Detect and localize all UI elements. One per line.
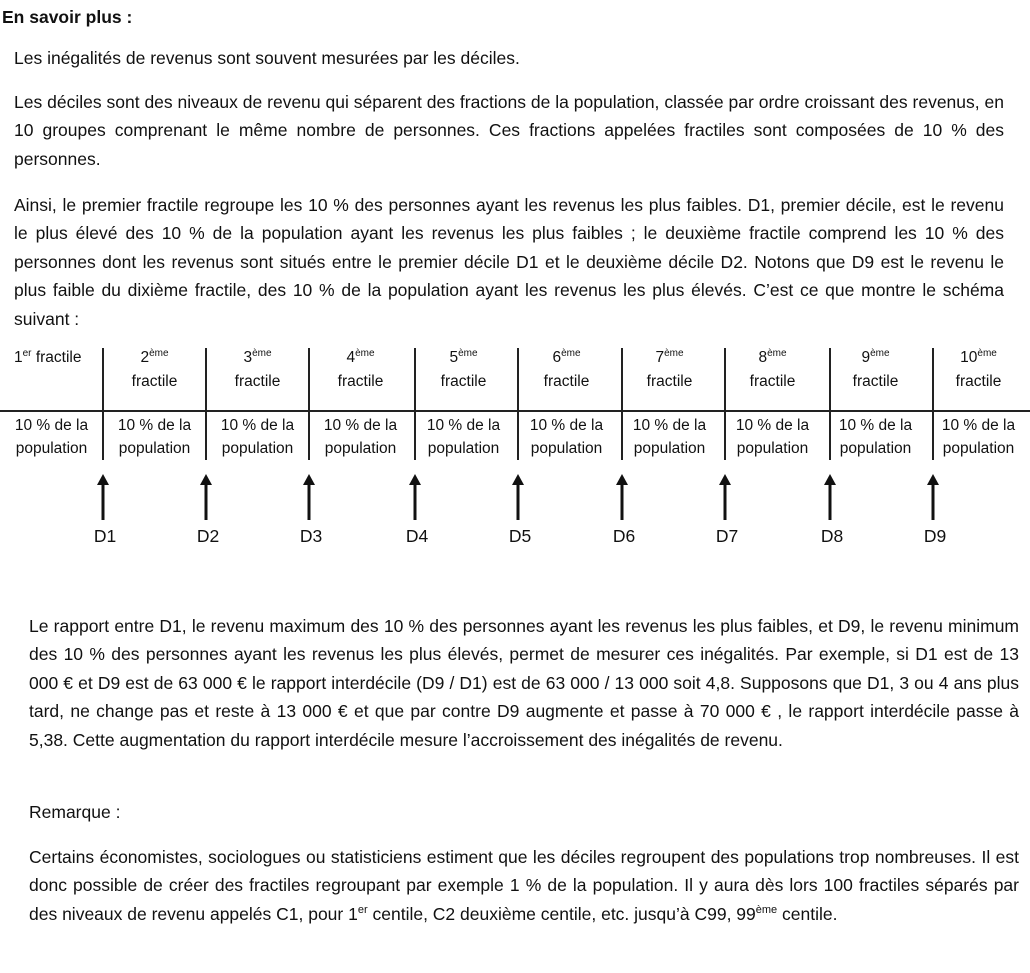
fractile-number: 10: [960, 349, 978, 366]
fractile-share-3: [206, 414, 309, 460]
decile-boundary-line: [724, 348, 726, 460]
decile-boundary-line: [414, 348, 416, 460]
fractile-header-7: [618, 346, 721, 394]
fractile-share-line2: population: [15, 440, 88, 457]
fractile-word: fractile: [440, 373, 487, 390]
fractile-word: fractile: [543, 373, 590, 390]
fractile-number: 7: [655, 349, 665, 366]
arrow-up-icon: [302, 474, 316, 520]
arrow-up-icon: [408, 474, 422, 520]
paragraph-remark-label: Remarque :: [29, 802, 121, 822]
fractile-ordinal-suffix: ème: [977, 348, 997, 359]
fractile-number: 2: [140, 349, 150, 366]
paragraph-definition: Les déciles sont des niveaux de revenu qui séparent des fractions de la population, classée par ordre croissant des revenus, en 10 groupes comprenant le même nombre de personnes. Ces fractions appelées fractiles sont composées de 10 % des personnes.: [14, 92, 1004, 169]
fractile-share-2: [103, 414, 206, 460]
centiles-sup-eme: ème: [755, 903, 778, 916]
decile-label-d7: D7: [715, 526, 739, 546]
fractile-share-line1: 10 % de la: [220, 417, 295, 434]
decile-label-d6: D6: [612, 526, 636, 546]
decile-label-d8: D8: [820, 526, 844, 546]
fractile-number: 3: [243, 349, 253, 366]
decile-boundary-line: [829, 348, 831, 460]
fractile-header-4: [309, 346, 412, 394]
fractile-header-9: [824, 346, 927, 394]
decile-boundary-line: [308, 348, 310, 460]
fractile-share-line2: population: [839, 440, 912, 457]
fractile-number: 6: [552, 349, 562, 366]
fractile-share-line2: population: [942, 440, 1015, 457]
fractile-ordinal-suffix: er: [22, 348, 32, 359]
fractile-share-line1: 10 % de la: [14, 417, 89, 434]
fractile-ordinal-suffix: ème: [767, 348, 787, 359]
diagram-separator-line: [0, 410, 1030, 412]
section-heading: En savoir plus :: [2, 7, 133, 27]
fractile-ordinal-suffix: ème: [664, 348, 684, 359]
fractile-share-10: [927, 414, 1030, 460]
paragraph-explanation: Ainsi, le premier fractile regroupe les 10 % des personnes ayant les revenus les plus faibles. D1, premier décile, est le revenu le plus élevé des 10 % de la population ayant les revenus les plus faibles ; le deuxième fractile comprend les 10 % des personnes dont les revenus sont situés entre le premier décile D1 et le deuxième décile D2. Notons que D9 est le revenu le plus faible du dixième fractile, des 10 % de la population ayant les revenus les plus élevés. C’est ce que montre le schéma suivant :: [14, 195, 1004, 329]
fractile-word: fractile: [955, 373, 1002, 390]
fractile-share-6: [515, 414, 618, 460]
fractile-number: 9: [861, 349, 871, 366]
decile-boundary-line: [621, 348, 623, 460]
fractile-share-7: [618, 414, 721, 460]
fractile-number: 5: [449, 349, 459, 366]
fractile-share-1: [0, 414, 103, 460]
fractile-number: 1: [14, 349, 23, 366]
fractile-share-line2: population: [427, 440, 500, 457]
fractile-word: fractile: [337, 373, 384, 390]
fractile-ordinal-suffix: ème: [252, 348, 272, 359]
fractile-header-8: [721, 346, 824, 394]
decile-label-d1: D1: [93, 526, 117, 546]
fractile-share-line1: 10 % de la: [426, 417, 501, 434]
fractile-share-5: [412, 414, 515, 460]
decile-label-d2: D2: [196, 526, 220, 546]
decile-boundary-line: [102, 348, 104, 460]
fractile-share-8: [721, 414, 824, 460]
fractile-share-line2: population: [118, 440, 191, 457]
fractile-ordinal-suffix: ème: [870, 348, 890, 359]
fractile-header-5: [412, 346, 515, 394]
decile-label-d5: D5: [508, 526, 532, 546]
arrow-up-icon: [823, 474, 837, 520]
fractile-share-line2: population: [221, 440, 294, 457]
fractile-header-2: [103, 346, 206, 394]
fractile-word: fractile: [852, 373, 899, 390]
arrow-up-icon: [511, 474, 525, 520]
fractile-header-1: [0, 346, 103, 370]
paragraph-intro: Les inégalités de revenus sont souvent mesurées par les déciles.: [14, 48, 520, 68]
fractile-share-line1: 10 % de la: [529, 417, 604, 434]
fractile-number: 4: [346, 349, 356, 366]
fractile-header-10: [927, 346, 1030, 394]
fractile-word: fractile: [131, 373, 178, 390]
fractile-ordinal-suffix: ème: [355, 348, 375, 359]
decile-label-d4: D4: [405, 526, 429, 546]
paragraph-interdecile-ratio: Le rapport entre D1, le revenu maximum des 10 % des personnes ayant les revenus les plus faibles, et D9, le revenu minimum des 10 % des personnes ayant les revenus les plus élevés, permet de mesurer ces inégalités. Par exemple, si D1 est de 13 000 € et D9 est de 63 000 € le rapport interdécile (D9 / D1) est de 63 000 / 13 000 soit 4,8. Supposons que D1, 3 ou 4 ans plus tard, ne change pas et reste à 13 000 € et que par contre D9 augmente et passe à 70 000 € , le rapport interdécile passe à 5,38. Cette augmentation du rapport interdécile mesure l’accroissement des inégalités de revenu.: [29, 616, 1019, 750]
fractile-share-line2: population: [530, 440, 603, 457]
decile-label-d9: D9: [923, 526, 947, 546]
arrow-up-icon: [96, 474, 110, 520]
fractile-header-6: [515, 346, 618, 394]
fractile-share-4: [309, 414, 412, 460]
fractile-word: fractile: [35, 349, 82, 366]
decile-boundary-line: [517, 348, 519, 460]
fractile-ordinal-suffix: ème: [458, 348, 478, 359]
centiles-text-a: Certains économistes, sociologues ou statisticiens estiment que les déciles regroupent des populations trop nombreuses. Il est donc possible de créer des fractiles regroupant par exemple 1 % de la population. Il y aura dès lors 100 fractiles séparés par des niveaux de revenu appelés C1, pour 1: [29, 847, 1019, 924]
fractile-share-line1: 10 % de la: [632, 417, 707, 434]
decile-boundary-line: [205, 348, 207, 460]
fractile-ordinal-suffix: ème: [149, 348, 169, 359]
fractile-share-line1: 10 % de la: [323, 417, 398, 434]
centiles-text-c: centile.: [777, 903, 838, 924]
arrow-up-icon: [718, 474, 732, 520]
fractile-word: fractile: [234, 373, 281, 390]
fractile-share-line1: 10 % de la: [838, 417, 913, 434]
fractile-share-line1: 10 % de la: [941, 417, 1016, 434]
centiles-text-b: centile, C2 deuxième centile, etc. jusqu’à C99, 99: [367, 903, 756, 924]
fractile-share-line1: 10 % de la: [735, 417, 810, 434]
paragraph-centiles: [29, 843, 1019, 928]
fractile-share-line2: population: [736, 440, 809, 457]
arrow-up-icon: [926, 474, 940, 520]
fractile-share-9: [824, 414, 927, 460]
decile-diagram: [0, 346, 1030, 556]
decile-boundary-line: [932, 348, 934, 460]
fractile-share-line1: 10 % de la: [117, 417, 192, 434]
fractile-share-line2: population: [633, 440, 706, 457]
fractile-header-3: [206, 346, 309, 394]
fractile-share-line2: population: [324, 440, 397, 457]
fractile-word: fractile: [749, 373, 796, 390]
arrow-up-icon: [615, 474, 629, 520]
fractile-word: fractile: [646, 373, 693, 390]
decile-label-d3: D3: [299, 526, 323, 546]
centiles-sup-er: er: [357, 903, 368, 916]
fractile-number: 8: [758, 349, 768, 366]
arrow-up-icon: [199, 474, 213, 520]
fractile-ordinal-suffix: ème: [561, 348, 581, 359]
